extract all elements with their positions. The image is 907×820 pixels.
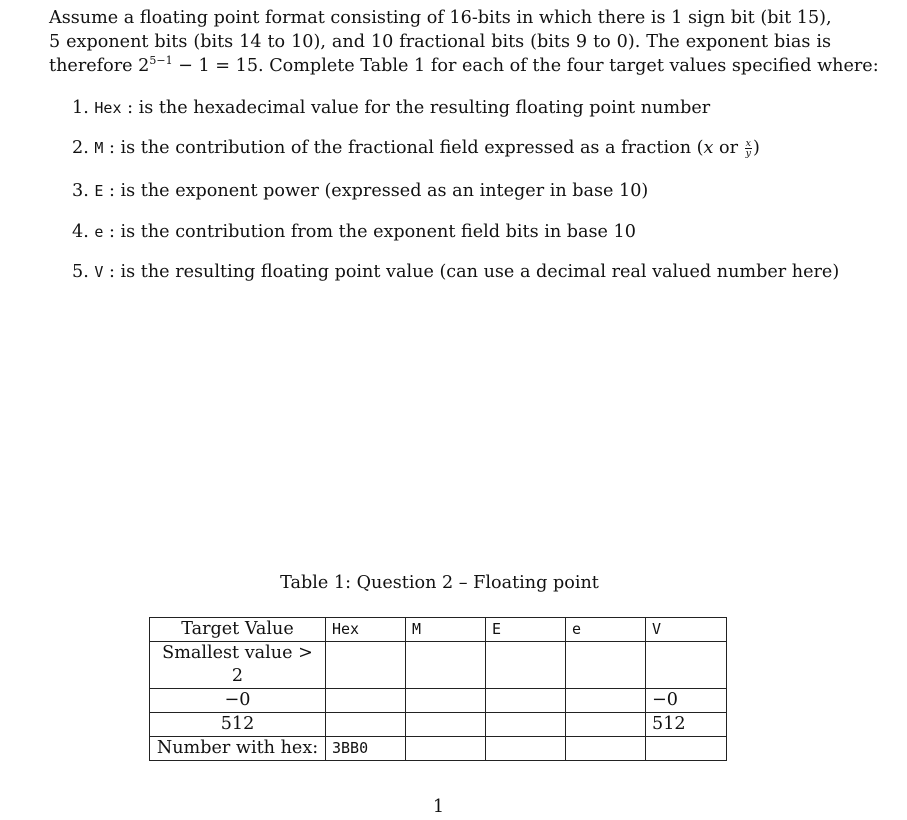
cell-target: Smallest value > 2	[150, 642, 326, 689]
list-number: 1.	[72, 98, 89, 118]
list-number: 2.	[72, 138, 89, 158]
cell-m[interactable]	[406, 642, 486, 689]
cell-v[interactable]	[646, 737, 727, 761]
fraction-denominator: y	[745, 147, 751, 159]
header-v: V	[646, 618, 727, 642]
field-code: Hex	[94, 99, 122, 117]
field-code: e	[94, 223, 104, 241]
cell-e-upper[interactable]	[486, 642, 566, 689]
math-x: x	[703, 138, 714, 158]
list-number: 3.	[72, 181, 89, 201]
cell-e-lower[interactable]	[566, 689, 646, 713]
table-row	[150, 689, 727, 713]
bias-exponent: 5−1	[149, 54, 173, 67]
field-code: E	[94, 182, 104, 200]
cell-v[interactable]: −0	[646, 689, 727, 713]
table-row	[150, 713, 727, 737]
table-row	[150, 642, 727, 689]
intro-line-2: 5 exponent bits (bits 14 to 10), and 10 fractional bits (bits 9 to 0). The exponent bias is	[49, 32, 831, 52]
list-item	[72, 222, 636, 242]
header-target-value: Target Value	[150, 618, 326, 642]
list-text-close: )	[752, 138, 760, 158]
header-hex: Hex	[326, 618, 406, 642]
list-text: : is the exponent power (expressed as an integer in base 10)	[103, 181, 649, 201]
list-item	[72, 138, 760, 158]
cell-m[interactable]	[406, 689, 486, 713]
table-caption: Table 1: Question 2 – Floating point	[280, 573, 599, 593]
intro-line-1: Assume a floating point format consisting of 16-bits in which there is 1 sign bit (bit 15),	[49, 8, 832, 28]
intro-line-3-end: − 1 = 15. Complete Table 1 for each of the four target values specified where:	[172, 56, 879, 76]
list-text: : is the contribution of the fractional field expressed as a fraction (	[103, 138, 704, 158]
cell-v[interactable]: 512	[646, 713, 727, 737]
list-text-or: or	[713, 138, 744, 158]
list-text: : is the contribution from the exponent field bits in base 10	[103, 222, 636, 242]
cell-e-lower[interactable]	[566, 713, 646, 737]
cell-v[interactable]	[646, 642, 727, 689]
field-code: M	[94, 139, 104, 157]
intro-line-3	[49, 54, 879, 78]
header-m: M	[406, 618, 486, 642]
header-e-upper: E	[486, 618, 566, 642]
list-item	[72, 98, 710, 118]
cell-m[interactable]	[406, 713, 486, 737]
cell-hex[interactable]	[326, 689, 406, 713]
list-text: : is the resulting floating point value (can use a decimal real valued number here)	[103, 262, 840, 282]
cell-e-lower[interactable]	[566, 642, 646, 689]
fraction-x-over-y	[745, 139, 752, 158]
header-e-lower: e	[566, 618, 646, 642]
field-code: V	[94, 263, 104, 281]
table-row	[150, 737, 727, 761]
cell-target: 512	[150, 713, 326, 737]
fraction-numerator: x	[745, 137, 751, 149]
cell-e-upper[interactable]	[486, 737, 566, 761]
cell-m[interactable]	[406, 737, 486, 761]
list-number: 5.	[72, 262, 89, 282]
cell-target: Number with hex:	[150, 737, 326, 761]
table-header-row	[150, 618, 727, 642]
intro-paragraph	[49, 6, 879, 78]
list-number: 4.	[72, 222, 89, 242]
cell-hex[interactable]	[326, 642, 406, 689]
cell-e-upper[interactable]	[486, 689, 566, 713]
cell-hex[interactable]: 3BB0	[326, 737, 406, 761]
floating-point-table	[149, 617, 727, 761]
list-text: : is the hexadecimal value for the resulting floating point number	[121, 98, 711, 118]
cell-target: −0	[150, 689, 326, 713]
cell-e-lower[interactable]	[566, 737, 646, 761]
page-number: 1	[432, 797, 445, 817]
cell-hex[interactable]	[326, 713, 406, 737]
list-item	[72, 181, 648, 201]
intro-line-3-start: therefore 2	[49, 56, 150, 76]
list-item	[72, 262, 839, 282]
cell-e-upper[interactable]	[486, 713, 566, 737]
